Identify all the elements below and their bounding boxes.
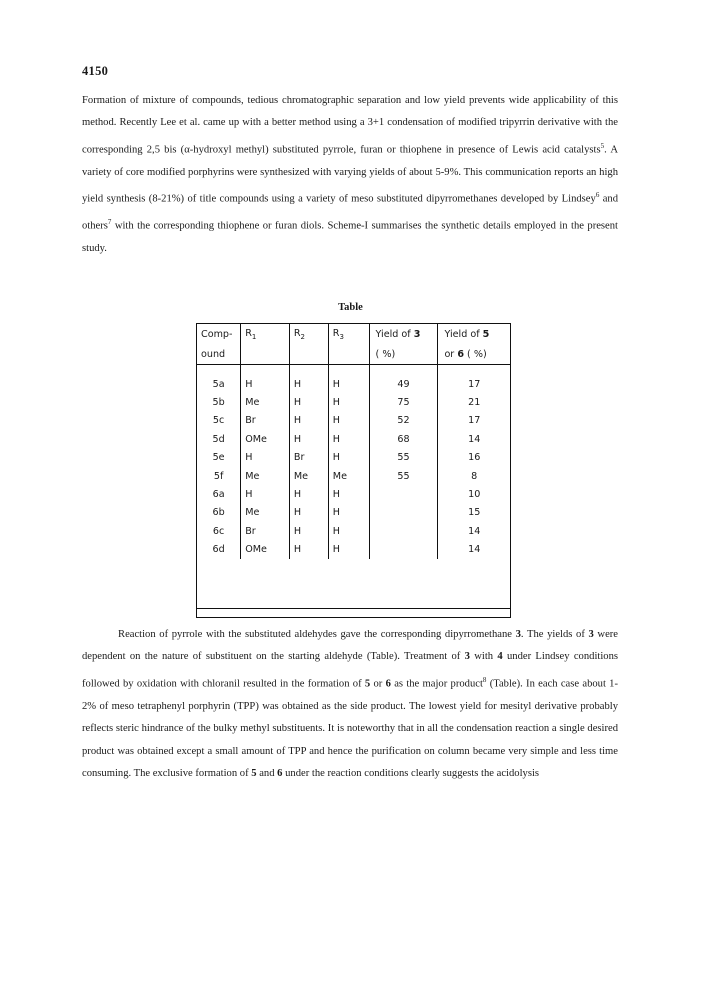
divider-cell bbox=[241, 365, 290, 376]
cell-r2: H bbox=[289, 504, 328, 522]
text-run: with the corresponding thiophene or furan diols. Scheme-I summarises the synthetic details employed in the present study. bbox=[82, 220, 618, 255]
cell-yield-3: 55 bbox=[369, 449, 438, 467]
header-blank bbox=[328, 344, 369, 365]
text-run: Formation of mixture of compounds, tedious chromatographic separation and low yield prevents wide applicability of this method. Recently Lee et al. came up with a better method using a 3+1 condensation of modified tripyrrin derivative with the corresponding 2,5 bis (α-hydroxyl methyl) substituted pyrrole, furan or thiophene in presence of Lewis acid catalysts bbox=[82, 95, 618, 156]
divider-cell bbox=[438, 365, 510, 376]
cell-r3: H bbox=[328, 430, 369, 448]
cell-r1: H bbox=[241, 449, 290, 467]
cell-yield-3: 49 bbox=[369, 375, 438, 393]
cell-r1: OMe bbox=[241, 541, 290, 559]
cell-r3: Me bbox=[328, 467, 369, 485]
divider-cell bbox=[289, 365, 328, 376]
compound-number: 6 bbox=[385, 678, 391, 690]
divider-cell bbox=[369, 365, 438, 376]
table-row bbox=[197, 449, 510, 467]
table-row bbox=[197, 467, 510, 485]
cell-r2: H bbox=[289, 412, 328, 430]
cell-r3: H bbox=[328, 522, 369, 540]
cell-r2: Br bbox=[289, 449, 328, 467]
divider-cell bbox=[197, 365, 241, 376]
citation-superscript: 5 bbox=[600, 141, 605, 150]
citation-superscript: 7 bbox=[107, 218, 112, 227]
header-r1: $R_1$ bbox=[241, 324, 290, 344]
cell-r2: H bbox=[289, 541, 328, 559]
header-compound-cont: ound bbox=[197, 344, 241, 365]
table-row bbox=[197, 504, 510, 522]
compound-number: 5 bbox=[364, 678, 371, 690]
cell-yield-5-or-6: 14 bbox=[468, 544, 481, 556]
cell-compound: 6a bbox=[197, 485, 241, 503]
compound-number: 3 bbox=[588, 629, 594, 640]
cell-yield-5-or-6: 17 bbox=[468, 415, 481, 427]
table-title: Table bbox=[338, 302, 363, 313]
cell-r2: H bbox=[289, 393, 328, 411]
text-run: with bbox=[469, 651, 498, 663]
cell-r3: H bbox=[328, 375, 369, 393]
cell-compound: 5f bbox=[197, 467, 241, 485]
text-run: and bbox=[256, 767, 278, 779]
compound-number: 3 bbox=[515, 629, 521, 640]
header-r2: $R_2$ bbox=[289, 324, 328, 344]
cell-yield-3: 75 bbox=[369, 393, 438, 411]
text-run: as the major product bbox=[390, 678, 483, 690]
cell-yield-5-or-6: 10 bbox=[468, 489, 481, 501]
header-yield-5: Yield of 5 bbox=[444, 328, 490, 340]
yield-table bbox=[196, 323, 511, 618]
text-run: (Table). In each case about 1-2% of meso tetraphenyl porphyrin (TPP) was obtained as the side product. The lowest yield for mesityl derivative probably reflects steric hindrance of the bulky methyl substituents. It is noteworthy that in all the condensation reaction a single desired product was obtained except a small amount of TPP and hence the purification on column became very simple and less time consuming. The exclusive formation of bbox=[82, 678, 619, 779]
cell-compound: 6c bbox=[197, 522, 241, 540]
yield-table-grid bbox=[197, 324, 510, 559]
cell-yield-3: 55 bbox=[369, 467, 438, 485]
cell-yield-3 bbox=[369, 522, 438, 540]
cell-r1: H bbox=[241, 375, 290, 393]
page-number: 4150 bbox=[82, 64, 109, 78]
cell-yield-3 bbox=[369, 541, 438, 559]
cell-r2: H bbox=[289, 375, 328, 393]
cell-yield-5-or-6: 14 bbox=[468, 525, 481, 537]
cell-yield-5-or-6: 21 bbox=[468, 397, 481, 409]
cell-compound: 6d bbox=[197, 541, 241, 559]
cell-yield-5-or-6: 8 bbox=[471, 470, 478, 482]
cell-yield-5-or-6: 14 bbox=[468, 433, 481, 445]
cell-r1: Br bbox=[241, 412, 290, 430]
cell-compound: 5e bbox=[197, 449, 241, 467]
cell-r2: Me bbox=[289, 467, 328, 485]
cell-yield-3 bbox=[369, 504, 438, 522]
table-row bbox=[197, 412, 510, 430]
text-run: Reaction of pyrrole with the substituted aldehydes gave the corresponding dipyrromethane bbox=[118, 629, 516, 640]
cell-r1: Me bbox=[241, 467, 290, 485]
header-compound: Comp- bbox=[197, 324, 241, 344]
text-run: under the reaction conditions clearly suggests the acidolysis bbox=[282, 767, 540, 779]
cell-yield-3: 52 bbox=[369, 412, 438, 430]
header-yield-5-unit: or 6 ( %) bbox=[444, 348, 487, 360]
cell-r2: H bbox=[289, 522, 328, 540]
cell-r1: Me bbox=[241, 393, 290, 411]
header-blank bbox=[289, 344, 328, 365]
citation-superscript: 6 bbox=[595, 191, 600, 200]
compound-number: 5 bbox=[251, 767, 257, 779]
cell-compound: 5a bbox=[197, 375, 241, 393]
text-run: . A variety of core modified porphyrins were synthesized with varying yields of about 5-9%. This communication reports an high yield synthesis (8-21%) of title compounds using a variety of meso substituted dipyrromethanes developed by Lindsey bbox=[82, 144, 618, 205]
text-run: under Lindsey conditions followed by oxidation with chloranil resulted in the formation of bbox=[82, 651, 618, 690]
cell-yield-5-or-6: 16 bbox=[468, 452, 481, 464]
compound-number: 3 bbox=[464, 651, 470, 663]
cell-r3: H bbox=[328, 393, 369, 411]
text-run: . The yields of bbox=[520, 629, 589, 640]
cell-r1: OMe bbox=[241, 430, 290, 448]
header-blank bbox=[241, 344, 290, 365]
cell-r1: Me bbox=[241, 504, 290, 522]
cell-r3: H bbox=[328, 412, 369, 430]
header-divider bbox=[197, 365, 510, 376]
cell-compound: 5b bbox=[197, 393, 241, 411]
compound-number: 6 bbox=[277, 767, 283, 779]
cell-compound: 5c bbox=[197, 412, 241, 430]
divider-cell bbox=[328, 365, 369, 376]
table-header-row-2 bbox=[197, 344, 510, 365]
cell-yield-5-or-6: 17 bbox=[468, 378, 481, 390]
cell-yield-3 bbox=[369, 485, 438, 503]
cell-r3: H bbox=[328, 449, 369, 467]
text-run: were dependent on the nature of substituent on the starting aldehyde (Table). Treatment of bbox=[82, 629, 619, 663]
header-yield-3-unit: ( %) bbox=[369, 344, 438, 365]
cell-r3: H bbox=[328, 504, 369, 522]
text-run: or bbox=[370, 678, 386, 690]
cell-r2: H bbox=[289, 430, 328, 448]
table-row bbox=[197, 485, 510, 503]
cell-r3: H bbox=[328, 541, 369, 559]
cell-r2: H bbox=[289, 485, 328, 503]
cell-yield-5-or-6: 15 bbox=[468, 507, 481, 519]
table-bottom-rule bbox=[197, 608, 510, 609]
cell-compound: 6b bbox=[197, 504, 241, 522]
header-r3: $R_3$ bbox=[328, 324, 369, 344]
text-run: and others bbox=[82, 193, 618, 232]
table-row bbox=[197, 375, 510, 393]
paragraph-results bbox=[82, 624, 618, 785]
header-yield-3: Yield of 3 bbox=[369, 324, 438, 344]
table-row bbox=[197, 541, 510, 559]
table-row bbox=[197, 430, 510, 448]
paragraph-intro bbox=[82, 90, 618, 260]
table-row bbox=[197, 522, 510, 540]
table-header-row-1 bbox=[197, 324, 510, 344]
cell-r1: H bbox=[241, 485, 290, 503]
cell-r3: H bbox=[328, 485, 369, 503]
citation-superscript: 8 bbox=[482, 675, 487, 684]
cell-r1: Br bbox=[241, 522, 290, 540]
cell-yield-3: 68 bbox=[369, 430, 438, 448]
cell-compound: 5d bbox=[197, 430, 241, 448]
table-row bbox=[197, 393, 510, 411]
compound-number: 4 bbox=[497, 651, 503, 663]
